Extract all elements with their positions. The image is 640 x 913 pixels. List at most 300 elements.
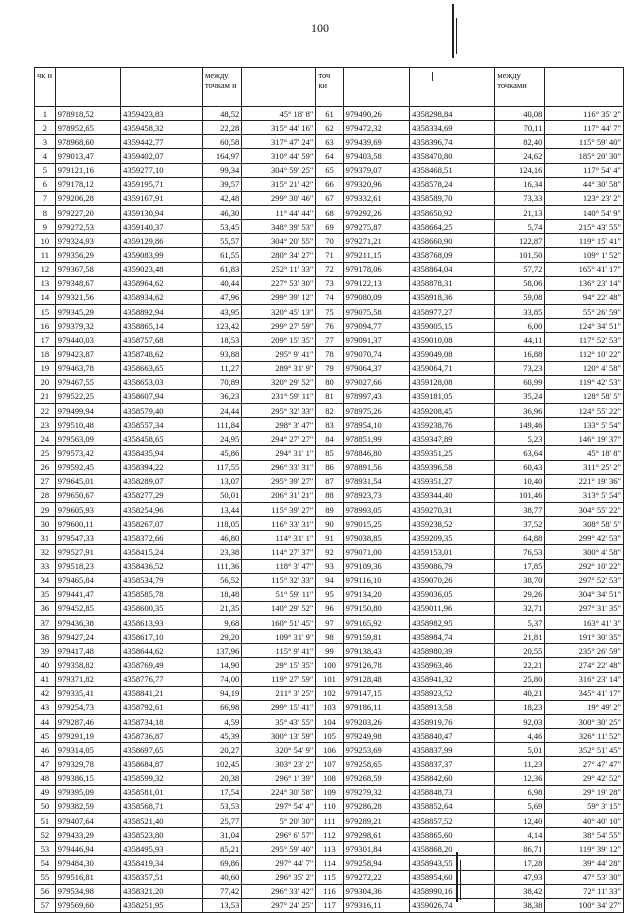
table-cell: 979271,21 [343, 234, 410, 248]
table-cell: 90 [316, 517, 343, 531]
table-cell: 979279,32 [343, 785, 410, 799]
table-cell: 74,00 [202, 672, 241, 686]
table-cell: 979403,58 [343, 149, 410, 163]
table-cell: 304° 34' 51" [545, 587, 624, 601]
coordinates-table [34, 67, 624, 913]
table-cell: 4358600,35 [121, 601, 203, 615]
table-cell: 47,96 [202, 290, 241, 304]
table-cell: 76 [316, 319, 343, 333]
table-row [35, 630, 624, 644]
table-row [35, 715, 624, 729]
table-cell: 4359083,99 [121, 248, 203, 262]
table-cell: 25,77 [202, 814, 241, 828]
table-cell: 4358848,73 [410, 785, 495, 799]
table-cell: 14,90 [202, 658, 241, 672]
table-cell: 63,64 [495, 446, 545, 460]
table-cell: 979178,06 [343, 262, 410, 276]
table-cell: 38,38 [495, 898, 545, 912]
table-cell: 5,37 [495, 616, 545, 630]
table-cell: 40° 40' 10" [545, 814, 624, 828]
table-cell: 1 [35, 107, 56, 121]
table-cell: 57,72 [495, 262, 545, 276]
table-row [35, 785, 624, 799]
table-cell: 979109,36 [343, 559, 410, 573]
table-cell: 295° 39' 27" [242, 474, 316, 488]
table-cell: 109 [316, 785, 343, 799]
table-cell: 92,03 [495, 715, 545, 729]
table-cell: 50 [35, 799, 56, 813]
table-cell: 4358298,84 [410, 107, 495, 121]
table-cell: 979592,45 [55, 460, 120, 474]
table-cell: 4358415,24 [121, 545, 203, 559]
table-cell: 979289,21 [343, 814, 410, 828]
table-cell: 4358837,99 [410, 743, 495, 757]
table-cell: 50,01 [202, 488, 241, 502]
table-cell: 297° 54' 4" [242, 799, 316, 813]
table-cell: 979316,11 [343, 898, 410, 912]
table-cell: 4359026,74 [410, 898, 495, 912]
table-cell: 4358581,01 [121, 785, 203, 799]
table-cell: 298° 3' 47" [242, 418, 316, 432]
table-cell: 4358650,92 [410, 205, 495, 219]
table-cell: 979356,29 [55, 248, 120, 262]
scan-binding-line [456, 18, 457, 54]
table-cell: 4359238,76 [410, 418, 495, 432]
table-cell: 979178,12 [55, 177, 120, 191]
table-cell: 979126,78 [343, 658, 410, 672]
table-cell: 297° 31' 35" [545, 601, 624, 615]
table-cell: 979121,16 [55, 163, 120, 177]
table-cell: 45,39 [202, 729, 241, 743]
table-cell: 67 [316, 191, 343, 205]
table-row [35, 290, 624, 304]
table-cell: 115 [316, 870, 343, 884]
table-cell: 978997,43 [343, 389, 410, 403]
table-cell: 979605,93 [55, 502, 120, 516]
table-cell: 101,50 [495, 248, 545, 262]
table-cell: 979518,23 [55, 559, 120, 573]
table-cell: 296° 33' 31" [242, 460, 316, 474]
table-cell: 53,45 [202, 220, 241, 234]
table-cell: 4358436,52 [121, 559, 203, 573]
table-row [35, 729, 624, 743]
table-cell: 128° 58' 5" [545, 389, 624, 403]
table-cell: 979510,48 [55, 418, 120, 432]
table-row [35, 319, 624, 333]
table-cell: 103 [316, 700, 343, 714]
table-cell: 94 [316, 573, 343, 587]
table-cell: 979301,84 [343, 842, 410, 856]
table-cell: 29° 19' 28" [545, 785, 624, 799]
table-cell: 43 [35, 700, 56, 714]
table-cell: 4359195,71 [121, 177, 203, 191]
table-cell: 38,77 [495, 502, 545, 516]
table-row [35, 135, 624, 149]
table-cell: 4358769,49 [121, 658, 203, 672]
table-cell: 979122,13 [343, 276, 410, 290]
table-cell: 4359140,37 [121, 220, 203, 234]
table-cell: 12,36 [495, 771, 545, 785]
table-cell: 979094,77 [343, 319, 410, 333]
table-cell: 978851,99 [343, 432, 410, 446]
table-cell: 104 [316, 715, 343, 729]
table-cell: 163° 41' 3" [545, 616, 624, 630]
table-cell: 4359277,10 [121, 163, 203, 177]
table-cell: 979320,96 [343, 177, 410, 191]
table-cell: 6,98 [495, 785, 545, 799]
header-cell: чк и [35, 68, 56, 107]
table-cell: 4359238,52 [410, 517, 495, 531]
table-cell: 42,48 [202, 191, 241, 205]
table-cell: 979272,22 [343, 870, 410, 884]
table-cell: 72° 11' 33" [545, 884, 624, 898]
table-cell: 101,46 [495, 488, 545, 502]
table-cell: 979134,20 [343, 587, 410, 601]
table-cell: 4358334,69 [410, 121, 495, 135]
table-cell: 10,40 [495, 474, 545, 488]
table-row [35, 828, 624, 842]
table-cell: 979275,87 [343, 220, 410, 234]
table-row [35, 743, 624, 757]
table-cell: 294° 31' 1" [242, 446, 316, 460]
table-cell: 77 [316, 333, 343, 347]
table-cell: 979027,66 [343, 375, 410, 389]
table-cell: 96 [316, 601, 343, 615]
table-cell: 24,44 [202, 403, 241, 417]
table-cell: 979128,48 [343, 672, 410, 686]
table-cell: 63 [316, 135, 343, 149]
table-cell: 979490,26 [343, 107, 410, 121]
table-cell: 4358984,74 [410, 630, 495, 644]
table-cell: 4358653,03 [121, 375, 203, 389]
table-cell: 24,95 [202, 432, 241, 446]
table-cell: 4359270,31 [410, 502, 495, 516]
table-cell: 979015,25 [343, 517, 410, 531]
table-cell: 117 [316, 898, 343, 912]
table-cell: 215° 43' 55" [545, 220, 624, 234]
table-cell: 72 [316, 262, 343, 276]
table-cell: 111 [316, 814, 343, 828]
table-cell: 40,21 [495, 686, 545, 700]
header-cell [242, 68, 316, 107]
table-cell: 979367,58 [55, 262, 120, 276]
table-row [35, 248, 624, 262]
table-cell: 33,85 [495, 304, 545, 318]
table-cell: 86 [316, 460, 343, 474]
table-cell: 4358254,96 [121, 502, 203, 516]
table-cell: 979433,29 [55, 828, 120, 842]
table-cell: 40,08 [495, 107, 545, 121]
table-cell: 23 [35, 418, 56, 432]
table-row [35, 488, 624, 502]
table-cell: 4358599,32 [121, 771, 203, 785]
table-cell: 979522,25 [55, 389, 120, 403]
table-cell: 27° 47' 47" [545, 757, 624, 771]
table-cell: 4358792,61 [121, 700, 203, 714]
table-cell: 4359129,86 [121, 234, 203, 248]
table-cell: 70 [316, 234, 343, 248]
table-cell: 112 [316, 828, 343, 842]
table-cell: 4358458,65 [121, 432, 203, 446]
table-cell: 69,86 [202, 856, 241, 870]
table-cell: 297° 52' 53" [545, 573, 624, 587]
table-row [35, 672, 624, 686]
table-cell: 4358321,20 [121, 884, 203, 898]
table-row [35, 842, 624, 856]
table-header-row [35, 68, 624, 107]
table-cell: 979272,53 [55, 220, 120, 234]
table-cell: 40,44 [202, 276, 241, 290]
table-cell: 231° 59' 11" [242, 389, 316, 403]
table-cell: 68 [316, 205, 343, 219]
table-cell: 37 [35, 616, 56, 630]
table-cell: 295° 59' 40" [242, 842, 316, 856]
header-cell [343, 68, 410, 107]
table-cell: 17 [35, 333, 56, 347]
table-cell: 55° 26' 59" [545, 304, 624, 318]
table-cell: 352° 51' 45" [545, 743, 624, 757]
table-cell: 4358734,18 [121, 715, 203, 729]
table-cell: 22 [35, 403, 56, 417]
table-cell: 4358982,95 [410, 616, 495, 630]
table-cell: 979324,93 [55, 234, 120, 248]
table-cell: 979467,55 [55, 375, 120, 389]
table-row [35, 700, 624, 714]
table-cell: 979075,58 [343, 304, 410, 318]
table-cell: 93 [316, 559, 343, 573]
table-cell: 979527,91 [55, 545, 120, 559]
table-cell: 4359351,27 [410, 474, 495, 488]
table-cell: 29° 15' 35" [242, 658, 316, 672]
table-row [35, 446, 624, 460]
table-cell: 979345,29 [55, 304, 120, 318]
table-cell: 4359181,05 [410, 389, 495, 403]
table-cell: 979227,20 [55, 205, 120, 219]
table-cell: 4358660,90 [410, 234, 495, 248]
table-cell: 227° 53' 30" [242, 276, 316, 290]
table-cell: 299° 27' 59" [242, 319, 316, 333]
table-cell: 979186,11 [343, 700, 410, 714]
table-cell: 111,84 [202, 418, 241, 432]
table-cell: 348° 39' 53" [242, 220, 316, 234]
table-cell: 4358435,94 [121, 446, 203, 460]
table-cell: 105 [316, 729, 343, 743]
table-cell: 3 [35, 135, 56, 149]
table-cell: 4358617,10 [121, 630, 203, 644]
table-cell: 140° 29' 52" [242, 601, 316, 615]
table-cell: 18 [35, 347, 56, 361]
table-cell: 19 [35, 361, 56, 375]
table-cell: 979417,48 [55, 644, 120, 658]
table-cell: 979038,85 [343, 531, 410, 545]
table-cell: 55,57 [202, 234, 241, 248]
table-cell: 979268,59 [343, 771, 410, 785]
table-cell: 46,30 [202, 205, 241, 219]
table-cell: 4358557,34 [121, 418, 203, 432]
table-cell: 4359086,79 [410, 559, 495, 573]
table-cell: 315° 44' 16" [242, 121, 316, 135]
table-row [35, 220, 624, 234]
table-cell: 44,11 [495, 333, 545, 347]
table-cell: 4358977,27 [410, 304, 495, 318]
table-cell: 5,23 [495, 432, 545, 446]
table-cell: 4358980,39 [410, 644, 495, 658]
table-cell: 304° 55' 22" [545, 502, 624, 516]
table-cell: 116 [316, 884, 343, 898]
table-cell: 191° 30' 35" [545, 630, 624, 644]
table-cell: 117° 52' 53" [545, 333, 624, 347]
table-cell: 70,11 [495, 121, 545, 135]
table-cell: 4358840,47 [410, 729, 495, 743]
table-cell: 979600,11 [55, 517, 120, 531]
cursor-mark [432, 72, 433, 81]
table-cell: 4358841,21 [121, 686, 203, 700]
table-cell: 313° 5' 54" [545, 488, 624, 502]
table-cell: 4358934,62 [121, 290, 203, 304]
table-cell: 4358878,31 [410, 276, 495, 290]
table-row [35, 686, 624, 700]
table-cell: 118° 3' 47" [242, 559, 316, 573]
table-cell: 235° 26' 59" [545, 644, 624, 658]
table-cell: 92 [316, 545, 343, 559]
table-row [35, 121, 624, 135]
table-cell: 97 [316, 616, 343, 630]
table-cell: 221° 19' 36" [545, 474, 624, 488]
table-cell: 4358396,74 [410, 135, 495, 149]
table-cell: 21,13 [495, 205, 545, 219]
table-cell: 979287,46 [55, 715, 120, 729]
table-cell: 4359070,26 [410, 573, 495, 587]
table-cell: 116° 33' 31" [242, 517, 316, 531]
table-cell: 315° 21' 42" [242, 177, 316, 191]
table-cell: 77,42 [202, 884, 241, 898]
table-cell: 39 [35, 644, 56, 658]
table-cell: 2 [35, 121, 56, 135]
table-cell: 35 [35, 587, 56, 601]
table-cell: 83 [316, 418, 343, 432]
table-cell: 978952,65 [55, 121, 120, 135]
table-cell: 4359458,32 [121, 121, 203, 135]
table-cell: 38,42 [495, 884, 545, 898]
table-cell: 99 [316, 644, 343, 658]
table-cell: 29,20 [202, 630, 241, 644]
table-cell: 73 [316, 276, 343, 290]
table-cell: 979258,65 [343, 757, 410, 771]
table-row [35, 814, 624, 828]
table-cell: 46 [35, 743, 56, 757]
table-cell: 4358394,22 [121, 460, 203, 474]
table-cell: 4358585,78 [121, 587, 203, 601]
table-cell: 110 [316, 799, 343, 813]
table-cell: 978891,56 [343, 460, 410, 474]
table-cell: 4359064,71 [410, 361, 495, 375]
table-cell: 23,38 [202, 545, 241, 559]
table-cell: 7 [35, 191, 56, 205]
table-cell: 4358468,51 [410, 163, 495, 177]
table-cell: 979091,37 [343, 333, 410, 347]
table-cell: 4359010,08 [410, 333, 495, 347]
table-cell: 300° 4' 58" [545, 545, 624, 559]
table-cell: 119° 27' 59" [242, 672, 316, 686]
table-cell: 61,55 [202, 248, 241, 262]
table-cell: 48 [35, 771, 56, 785]
table-cell: 49 [35, 785, 56, 799]
table-cell: 4359402,07 [121, 149, 203, 163]
table-cell: 112° 10' 22" [545, 347, 624, 361]
table-cell: 4358470,80 [410, 149, 495, 163]
header-cell [55, 68, 120, 107]
table-cell: 123,42 [202, 319, 241, 333]
table-cell: 10 [35, 234, 56, 248]
table-cell: 6 [35, 177, 56, 191]
table-cell: 21,35 [202, 601, 241, 615]
table-cell: 4358776,77 [121, 672, 203, 686]
table-cell: 979150,80 [343, 601, 410, 615]
table-cell: 206° 31' 21" [242, 488, 316, 502]
table-cell: 979516,81 [55, 870, 120, 884]
table-row [35, 347, 624, 361]
table-row [35, 559, 624, 573]
table-row [35, 149, 624, 163]
table-cell: 979650,67 [55, 488, 120, 502]
table-cell: 20,27 [202, 743, 241, 757]
table-cell: 60,99 [495, 375, 545, 389]
table-cell: 120° 4' 58" [545, 361, 624, 375]
table-row [35, 107, 624, 121]
table-cell: 979329,78 [55, 757, 120, 771]
table-cell: 5,01 [495, 743, 545, 757]
table-cell: 38 [35, 630, 56, 644]
table-cell: 56 [35, 884, 56, 898]
table-cell: 94,19 [202, 686, 241, 700]
table-cell: 979440,03 [55, 333, 120, 347]
table-cell: 45° 18' 8" [545, 446, 624, 460]
table-cell: 295° 9' 41" [242, 347, 316, 361]
table-cell: 114° 27' 37" [242, 545, 316, 559]
table-cell: 295° 32' 33" [242, 403, 316, 417]
table-cell: 299° 42' 53" [545, 531, 624, 545]
table-cell: 4359351,25 [410, 446, 495, 460]
table-cell: 41 [35, 672, 56, 686]
table-cell: 39,57 [202, 177, 241, 191]
table-cell: 35° 43' 55" [242, 715, 316, 729]
table-cell: 979064,37 [343, 361, 410, 375]
table-cell: 211° 3' 25" [242, 686, 316, 700]
table-cell: 78 [316, 347, 343, 361]
table-row [35, 601, 624, 615]
table-cell: 979386,15 [55, 771, 120, 785]
table-row [35, 658, 624, 672]
table-cell: 29° 42' 52" [545, 771, 624, 785]
table-cell: 294° 27' 27" [242, 432, 316, 446]
table-cell: 979253,69 [343, 743, 410, 757]
table-cell: 292° 10' 22" [545, 559, 624, 573]
table-cell: 4359049,08 [410, 347, 495, 361]
table-cell: 320° 54' 9" [242, 743, 316, 757]
table-cell: 4358919,76 [410, 715, 495, 729]
table-cell: 82,40 [495, 135, 545, 149]
table-cell: 320° 45' 13" [242, 304, 316, 318]
table-row [35, 517, 624, 531]
table-cell: 160° 51' 45" [242, 616, 316, 630]
table-cell: 17,85 [495, 559, 545, 573]
table-cell: 979165,92 [343, 616, 410, 630]
table-cell: 979573,42 [55, 446, 120, 460]
table-cell: 76,53 [495, 545, 545, 559]
table-cell: 978954,10 [343, 418, 410, 432]
table-cell: 44 [35, 715, 56, 729]
table-cell: 11° 44' 44" [242, 205, 316, 219]
